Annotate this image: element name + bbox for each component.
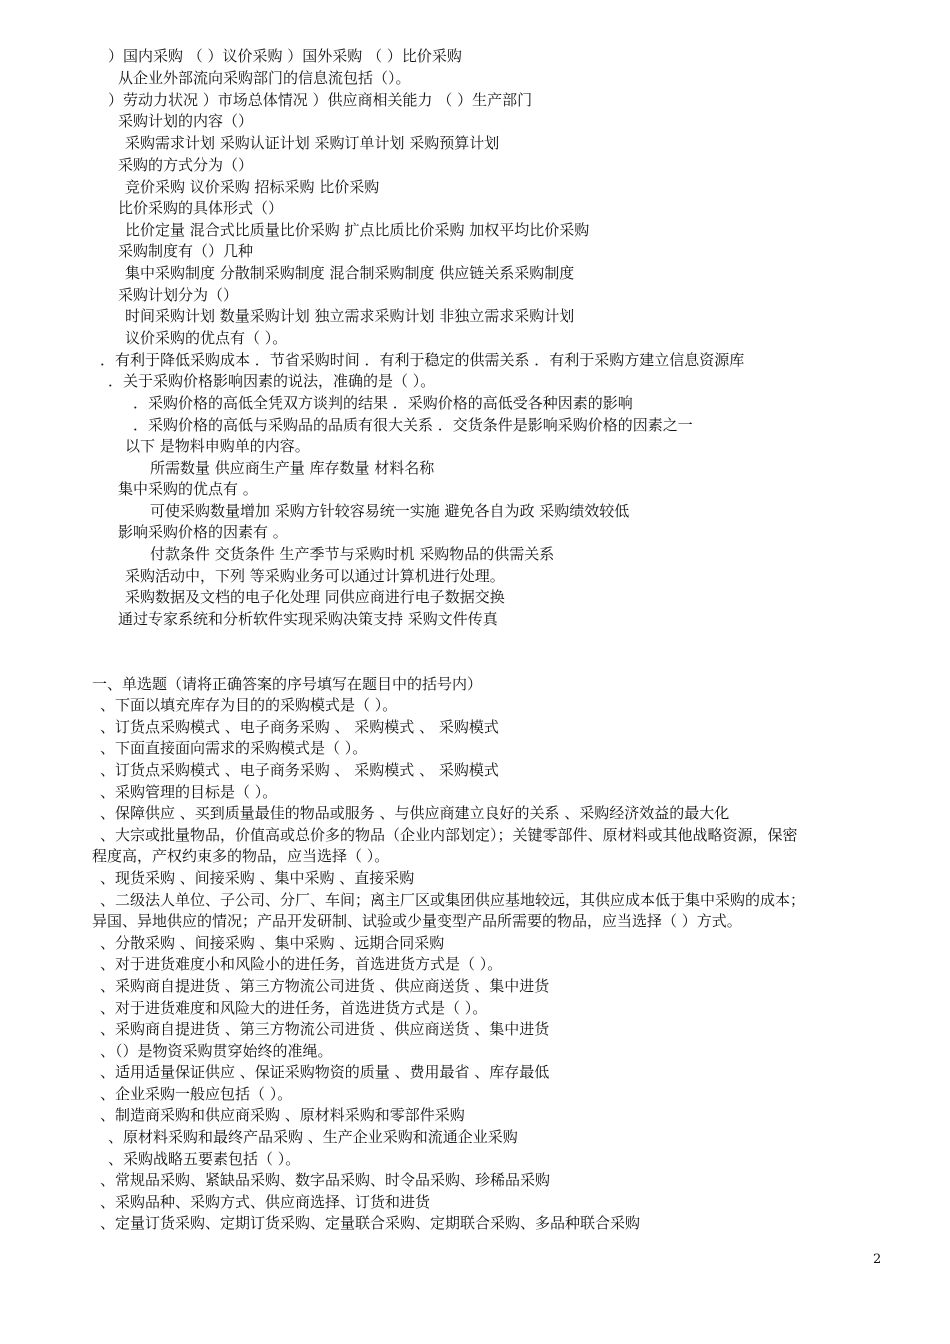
question-line: 、大宗或批量物品，价值高或总价多的物品（企业内部划定）；关键零部件、原材料或其他战略资源，保密 [100, 826, 798, 844]
option-line: 、订货点采购模式 、电子商务采购 、 采购模式 、 采购模式 [100, 718, 499, 736]
question-line: 、采购管理的目标是（ ）。 [100, 783, 278, 801]
question-line: 、下面直接面向需求的采购模式是（ ）。 [100, 739, 368, 757]
section-heading: 一、单选题（请将正确答案的序号填写在题目中的括号内） [92, 675, 483, 693]
text-line: ）劳动力状况 ）市场总体情况 ）供应商相关能力 （ ）生产部门 [108, 91, 533, 109]
text-line: 竞价采购 议价采购 招标采购 比价采购 [125, 178, 380, 196]
option-line: 、采购商自提进货 、第三方物流公司进货 、供应商送货 、集中进货 [100, 977, 550, 995]
text-line: 采购计划的内容（） [118, 112, 254, 130]
question-line: 、二级法人单位、子公司、分厂、车间；离主厂区或集团供应基地较远，其供应成本低于集中采购的成本； [100, 891, 806, 909]
question-line: 、下面以填充库存为目的的采购模式是（ ）。 [100, 696, 398, 714]
text-line: 集中采购制度 分散制采购制度 混合制采购制度 供应链关系采购制度 [125, 264, 575, 282]
text-line: 集中采购的优点有 。 [118, 480, 258, 498]
text-line: 通过专家系统和分析软件实现采购决策支持 采购文件传真 [118, 610, 498, 628]
text-line: 采购数据及文档的电子化处理 同供应商进行电子数据交换 [125, 588, 505, 606]
text-line: ．有利于降低采购成本 ．节省采购时间 ．有利于稳定的供需关系 ．有利于采购方建立信息资源库 [100, 351, 745, 369]
text-line: ）国内采购 （ ）议价采购 ）国外采购 （ ）比价采购 [108, 47, 462, 65]
text-line: 采购的方式分为（） [118, 156, 254, 174]
option-line: 、现货采购 、间接采购 、集中采购 、直接采购 [100, 869, 415, 887]
question-line: 程度高，产权约束多的物品，应当选择（ ）。 [92, 847, 390, 865]
question-line: 、对于进货难度小和风险小的进任务，首选进货方式是（ ）。 [100, 955, 503, 973]
question-line: 、（）是物资采购贯穿始终的准绳。 [100, 1042, 333, 1060]
option-line: 、适用适量保证供应 、保证采购物资的质量 、费用最省 、库存最低 [100, 1063, 550, 1081]
question-line: 、对于进货难度和风险大的进任务，首选进货方式是（ ）。 [100, 999, 488, 1017]
option-line: 、分散采购 、间接采购 、集中采购 、远期合同采购 [100, 934, 445, 952]
text-line: 采购活动中，下列 等采购业务可以通过计算机进行处理。 [125, 567, 505, 585]
text-line: 采购制度有（）几种 [118, 242, 254, 260]
option-line: 、常规品采购、紧缺品采购、数字品采购、时令品采购、珍稀品采购 [100, 1171, 551, 1189]
option-line: 、采购品种、采购方式、供应商选择、订货和进货 [100, 1193, 431, 1211]
text-line: 从企业外部流向采购部门的信息流包括（）。 [118, 69, 411, 87]
text-line: 议价采购的优点有（ ）。 [125, 329, 288, 347]
text-line: ．采购价格的高低与采购品的品质有很大关系 ．交货条件是影响采购价格的因素之一 [133, 416, 693, 434]
text-line: 可使采购数量增加 采购方针较容易统一实施 避免各自为政 采购绩效较低 [150, 502, 630, 520]
text-line: 采购需求计划 采购认证计划 采购订单计划 采购预算计划 [125, 134, 500, 152]
text-line: 时间采购计划 数量采购计划 独立需求采购计划 非独立需求采购计划 [125, 307, 575, 325]
option-line: 、定量订货采购、定期订货采购、定量联合采购、定期联合采购、多品种联合采购 [100, 1214, 641, 1232]
text-line: 影响采购价格的因素有 。 [118, 523, 288, 541]
text-line: 比价定量 混合式比质量比价采购 扩点比质比价采购 加权平均比价采购 [125, 221, 590, 239]
page-number: 2 [873, 1252, 882, 1267]
question-line: 异国、异地供应的情况；产品开发研制、试验或少量变型产品所需要的物品，应当选择（ ）方式。 [92, 912, 742, 930]
option-line: 、订货点采购模式 、电子商务采购 、 采购模式 、 采购模式 [100, 761, 499, 779]
text-line: ．关于采购价格影响因素的说法，准确的是（ ）。 [108, 372, 436, 390]
option-line: 、制造商采购和供应商采购 、原材料采购和零部件采购 [100, 1106, 465, 1124]
option-line: 、采购商自提进货 、第三方物流公司进货 、供应商送货 、集中进货 [100, 1020, 550, 1038]
text-line: 采购计划分为（） [118, 286, 239, 304]
text-line: ．采购价格的高低全凭双方谈判的结果 ．采购价格的高低受各种因素的影响 [133, 394, 633, 412]
text-line: 比价采购的具体形式（） [118, 199, 284, 217]
question-line: 、企业采购一般应包括（ ）。 [100, 1085, 293, 1103]
text-line: 所需数量 供应商生产量 库存数量 材料名称 [150, 459, 435, 477]
text-line: 付款条件 交货条件 生产季节与采购时机 采购物品的供需关系 [150, 545, 555, 563]
text-line: 以下 是物料申购单的内容。 [125, 437, 310, 455]
option-line: 、原材料采购和最终产品采购 、生产企业采购和流通企业采购 [108, 1128, 518, 1146]
option-line: 、保障供应 、买到质量最佳的物品或服务 、与供应商建立良好的关系 、采购经济效益的最大化 [100, 804, 730, 822]
question-line: 、采购战略五要素包括（ ）。 [108, 1150, 301, 1168]
